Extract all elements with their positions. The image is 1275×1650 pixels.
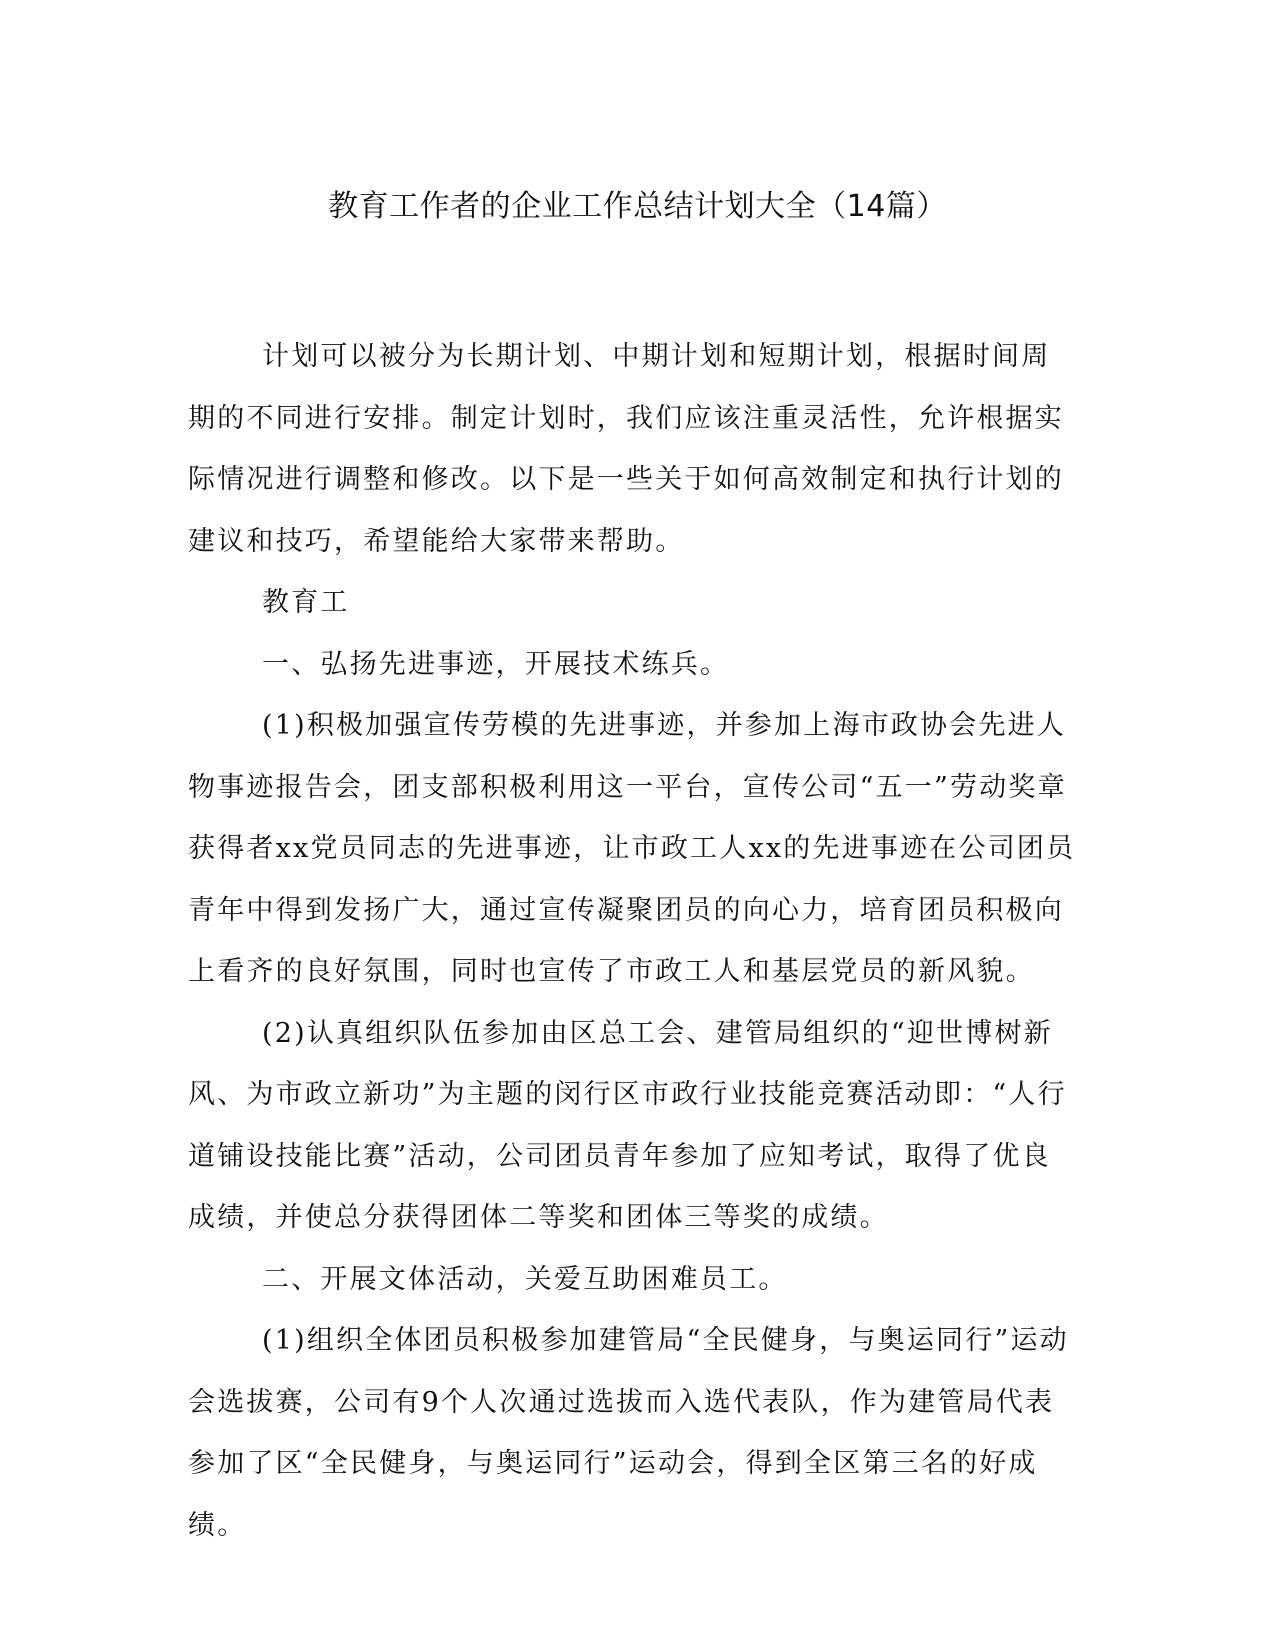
section-label: 教育工 — [262, 587, 350, 618]
section-heading-1: 一、弘扬先进事迹，开展技术练兵。 — [262, 648, 730, 680]
intro-paragraph: 计划可以被分为长期计划、中期计划和短期计划，根据时间周期的不同进行安排。制定计划时，我们应该注重灵活性，允许根据实际情况进行调整和修改。以下是一些关于如何高效制定和执行计划的建议和技巧，希望能给大家带来帮助。 — [188, 341, 1064, 557]
paragraph-2-1: (1)组织全体团员积极参加建管局“全民健身，与奥运同行”运动会选拔赛，公司有9个人次通过选拔而入选代表队，作为建管局代表参加了区“全民健身，与奥运同行”运动会，得到全区第三名的好成绩。 — [188, 1325, 1069, 1541]
document-body — [188, 326, 1078, 1556]
section-heading-2: 二、开展文体活动，关爱互助困难员工。 — [262, 1263, 788, 1295]
document-title: 教育工作者的企业工作总结计划大全（14篇） — [328, 189, 947, 224]
paragraph-1-1: (1)积极加强宣传劳模的先进事迹，并参加上海市政协会先进人物事迹报告会，团支部积极利用这一平台，宣传公司“五一”劳动奖章获得者xx党员同志的先进事迹，让市政工人xx的先进事迹在公司团员青年中得到发扬广大，通过宣传凝聚团员的向心力，培育团员积极向上看齐的良好氛围，同时也宣传了市政工人和基层党员的新风貌。 — [188, 710, 1076, 987]
paragraph-1-2: (2)认真组织队伍参加由区总工会、建管局组织的“迎世博树新风、为市政立新功”为主题的闵行区市政行业技能竞赛活动即：“人行道铺设技能比赛”活动，公司团员青年参加了应知考试，取得了优良成绩，并使总分获得团体二等奖和团体三等奖的成绩。 — [188, 1017, 1067, 1233]
